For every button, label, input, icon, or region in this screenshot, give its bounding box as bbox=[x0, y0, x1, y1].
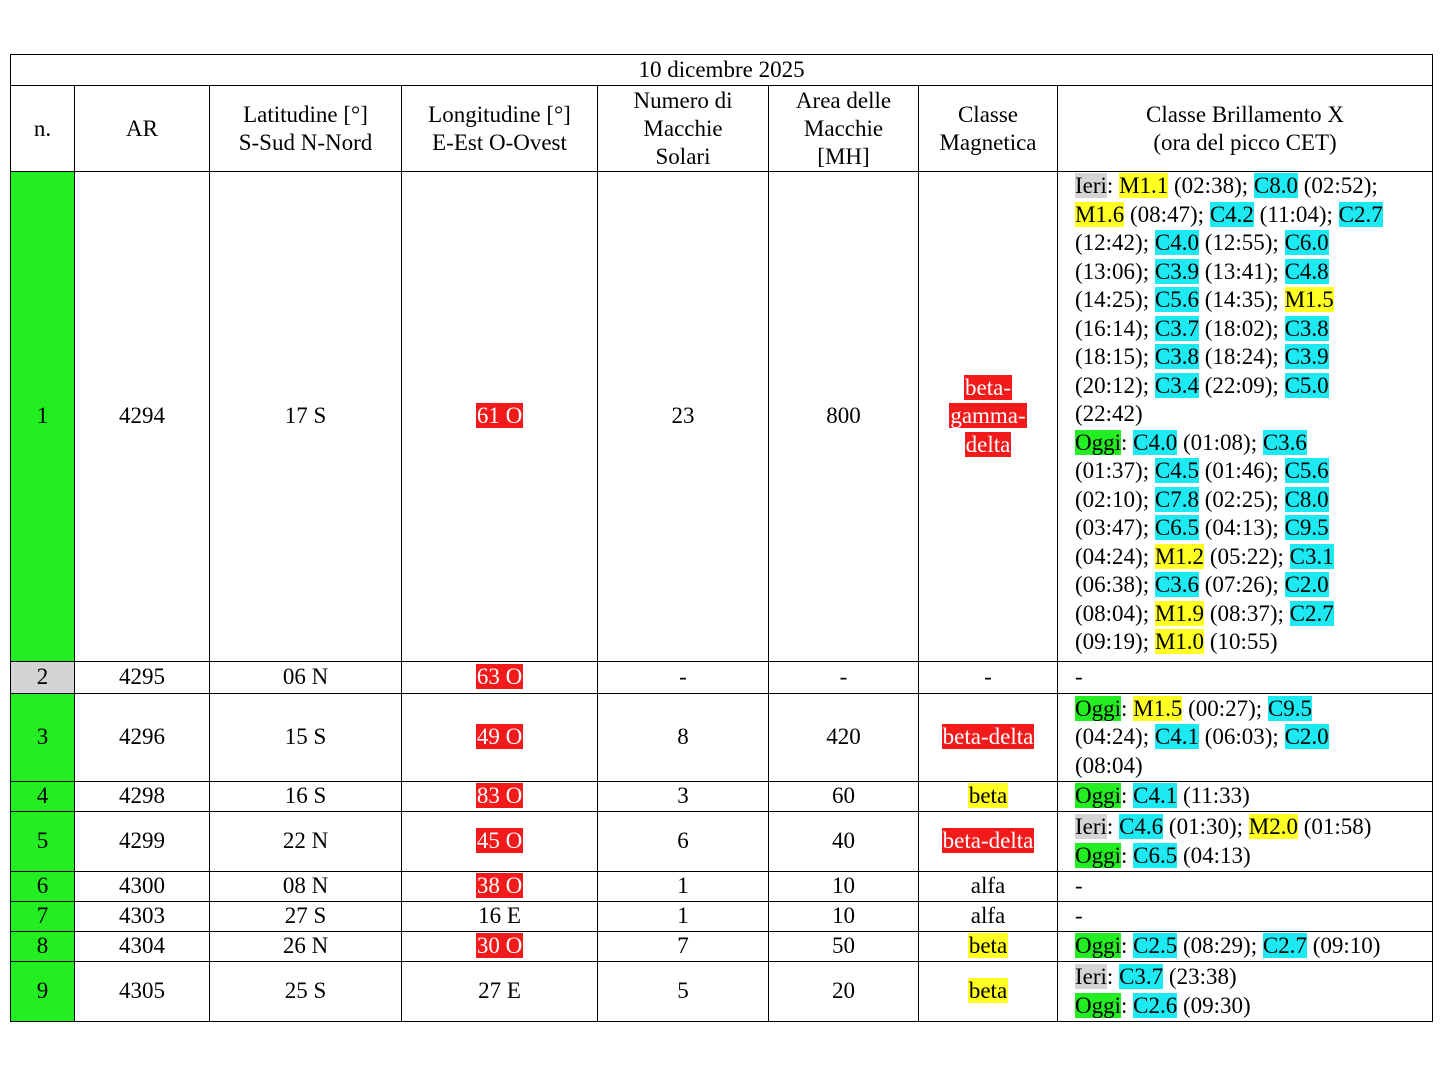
longitude-value: 30 O bbox=[476, 933, 523, 959]
flare-time: - bbox=[1075, 903, 1083, 929]
flare-class: C3.9 bbox=[1284, 344, 1329, 369]
flare-list bbox=[1058, 172, 1433, 662]
flare-list bbox=[1058, 932, 1433, 962]
magnetic-class-value: beta bbox=[968, 978, 1008, 1004]
sunspot-area: 40 bbox=[769, 812, 919, 872]
flare-time: (01:46); bbox=[1198, 458, 1285, 483]
flare-time: (05:22); bbox=[1204, 543, 1290, 569]
flare-time: : bbox=[1106, 964, 1120, 989]
day-label: Ieri bbox=[1075, 173, 1107, 198]
longitude-value: 61 O bbox=[476, 403, 523, 429]
flare-time: (01:37); bbox=[1075, 458, 1155, 483]
flare-line bbox=[1075, 872, 1428, 901]
magnetic-class-value: delta bbox=[965, 431, 1011, 457]
flare-time: - bbox=[1075, 664, 1083, 690]
header-longitude: Longitudine [°] E-Est O-Ovest bbox=[402, 86, 598, 172]
sunspot-area: 800 bbox=[769, 172, 919, 662]
flare-class: C6.5 bbox=[1154, 515, 1199, 540]
magnetic-class bbox=[919, 782, 1058, 812]
magnetic-class-value: beta-delta bbox=[942, 724, 1034, 750]
header-sunspot-count: Numero di Macchie Solari bbox=[598, 86, 769, 172]
latitude: 25 S bbox=[210, 962, 402, 1022]
sunspot-area: 60 bbox=[769, 782, 919, 812]
flare-time: (01:08); bbox=[1177, 429, 1263, 455]
flare-class: C4.5 bbox=[1154, 458, 1199, 483]
flare-time: (03:47); bbox=[1075, 515, 1155, 540]
flare-time: : bbox=[1106, 814, 1120, 839]
flare-time: (02:52); bbox=[1297, 173, 1378, 198]
flare-class: C5.0 bbox=[1284, 372, 1329, 398]
flare-time: (13:41); bbox=[1198, 258, 1285, 284]
flare-time: (12:55); bbox=[1198, 230, 1285, 255]
active-region-id: 4298 bbox=[75, 782, 210, 812]
flare-line bbox=[1075, 782, 1428, 811]
flare-line bbox=[1075, 902, 1428, 931]
latitude: 17 S bbox=[210, 172, 402, 662]
flare-line bbox=[1075, 628, 1428, 657]
table-row bbox=[11, 172, 1433, 662]
flare-time: (08:47); bbox=[1124, 201, 1210, 227]
flare-class: C3.8 bbox=[1154, 344, 1199, 369]
header-latitude: Latitudine [°] S-Sud N-Nord bbox=[210, 86, 402, 172]
flare-list bbox=[1058, 902, 1433, 932]
flare-class: M1.2 bbox=[1154, 543, 1205, 569]
table-row bbox=[11, 782, 1433, 812]
magnetic-class-value: beta-delta bbox=[942, 828, 1034, 854]
flare-line bbox=[1075, 723, 1428, 752]
flare-class: C9.5 bbox=[1267, 695, 1313, 721]
flare-time: (11:33) bbox=[1177, 783, 1250, 809]
flare-line bbox=[1075, 600, 1428, 629]
flare-class: C3.1 bbox=[1289, 543, 1334, 569]
flare-class: C2.7 bbox=[1262, 933, 1307, 959]
flare-time: (02:10); bbox=[1075, 486, 1155, 512]
flare-class: C6.0 bbox=[1284, 230, 1329, 255]
flare-list bbox=[1058, 662, 1433, 694]
flare-time: : bbox=[1121, 429, 1134, 455]
flare-time: - bbox=[1075, 873, 1083, 899]
flare-class: C3.6 bbox=[1154, 572, 1199, 597]
flare-class: C8.0 bbox=[1284, 486, 1329, 512]
latitude: 08 N bbox=[210, 872, 402, 902]
table-body bbox=[11, 172, 1433, 1022]
sunspot-area: 10 bbox=[769, 872, 919, 902]
flare-time: (01:30); bbox=[1163, 814, 1249, 839]
day-label: Oggi bbox=[1075, 842, 1121, 868]
flare-class: C6.5 bbox=[1133, 842, 1178, 868]
flare-line bbox=[1075, 663, 1428, 692]
magnetic-class-value: gamma- bbox=[950, 403, 1026, 429]
flare-time: : bbox=[1121, 842, 1134, 868]
flare-time: (23:38) bbox=[1163, 964, 1237, 989]
flare-time: (22:42) bbox=[1075, 401, 1143, 426]
magnetic-class bbox=[919, 172, 1058, 662]
flare-class: C4.0 bbox=[1154, 230, 1199, 255]
active-region-id: 4295 bbox=[75, 662, 210, 694]
flare-time: (08:04); bbox=[1075, 600, 1155, 626]
flare-time: (18:24); bbox=[1198, 344, 1285, 369]
flare-line bbox=[1075, 695, 1428, 724]
row-number: 9 bbox=[11, 962, 75, 1022]
longitude-value: 49 O bbox=[476, 724, 523, 750]
flare-time: (08:37); bbox=[1204, 600, 1290, 626]
report-date-title: 10 dicembre 2025 bbox=[11, 55, 1433, 86]
flare-time: (16:14); bbox=[1075, 315, 1155, 341]
sunspot-count: - bbox=[598, 662, 769, 694]
row-number: 7 bbox=[11, 902, 75, 932]
sunspot-count: 23 bbox=[598, 172, 769, 662]
longitude-value: 45 O bbox=[476, 828, 523, 854]
row-number: 4 bbox=[11, 782, 75, 812]
magnetic-class-value: alfa bbox=[970, 903, 1006, 929]
longitude bbox=[402, 172, 598, 662]
table-row bbox=[11, 962, 1433, 1022]
day-label: Oggi bbox=[1075, 992, 1121, 1018]
longitude bbox=[402, 694, 598, 782]
longitude bbox=[402, 812, 598, 872]
sunspot-count: 7 bbox=[598, 932, 769, 962]
flare-time: (14:35); bbox=[1198, 287, 1285, 312]
flare-class: C5.6 bbox=[1154, 287, 1199, 312]
flare-line bbox=[1075, 571, 1428, 600]
header-sunspot-area: Area delle Macchie [MH] bbox=[769, 86, 919, 172]
flare-time: (22:09); bbox=[1198, 372, 1285, 398]
table-row bbox=[11, 694, 1433, 782]
flare-class: C2.7 bbox=[1289, 600, 1334, 626]
flare-class: C8.0 bbox=[1253, 173, 1298, 198]
flare-time: (13:06); bbox=[1075, 258, 1155, 284]
flare-time: (08:04) bbox=[1075, 752, 1143, 778]
sunspot-area: 420 bbox=[769, 694, 919, 782]
longitude-value: 63 O bbox=[476, 664, 523, 690]
flare-class: C4.6 bbox=[1119, 814, 1164, 839]
flare-line bbox=[1075, 842, 1428, 871]
flare-time: (18:15); bbox=[1075, 344, 1155, 369]
flare-class: C3.4 bbox=[1154, 372, 1199, 398]
table-row bbox=[11, 662, 1433, 694]
header-flares: Classe Brillamento X (ora del picco CET) bbox=[1058, 86, 1433, 172]
magnetic-class bbox=[919, 662, 1058, 694]
flare-class: C4.0 bbox=[1133, 429, 1178, 455]
magnetic-class-value: beta- bbox=[965, 374, 1011, 400]
sunspot-count: 6 bbox=[598, 812, 769, 872]
magnetic-class-value: - bbox=[984, 664, 992, 690]
flare-list bbox=[1058, 962, 1433, 1022]
flare-class: C4.2 bbox=[1209, 201, 1254, 227]
flare-class: C4.8 bbox=[1284, 258, 1329, 284]
flare-class: M1.1 bbox=[1119, 173, 1169, 198]
flare-time: (04:24); bbox=[1075, 543, 1155, 569]
flare-line bbox=[1075, 486, 1428, 515]
magnetic-class bbox=[919, 812, 1058, 872]
flare-class: C5.6 bbox=[1284, 458, 1329, 483]
flare-class: C3.8 bbox=[1284, 315, 1329, 341]
longitude bbox=[402, 962, 598, 1022]
table-row bbox=[11, 932, 1433, 962]
longitude-value: 27 E bbox=[478, 978, 521, 1004]
active-region-id: 4300 bbox=[75, 872, 210, 902]
flare-class: C2.0 bbox=[1284, 572, 1329, 597]
flare-class: M1.0 bbox=[1154, 629, 1205, 654]
flare-class: C2.6 bbox=[1133, 992, 1178, 1018]
latitude: 22 N bbox=[210, 812, 402, 872]
flare-line bbox=[1075, 514, 1428, 543]
active-region-id: 4303 bbox=[75, 902, 210, 932]
sunspot-count: 8 bbox=[598, 694, 769, 782]
flare-class: C2.7 bbox=[1338, 201, 1383, 227]
flare-class: M1.5 bbox=[1284, 287, 1334, 312]
day-label: Oggi bbox=[1075, 429, 1121, 455]
magnetic-class bbox=[919, 902, 1058, 932]
latitude: 26 N bbox=[210, 932, 402, 962]
flare-time: (20:12); bbox=[1075, 372, 1155, 398]
flare-time: (01:58) bbox=[1297, 814, 1372, 839]
flare-line bbox=[1075, 400, 1428, 429]
table-row bbox=[11, 812, 1433, 872]
flare-list bbox=[1058, 694, 1433, 782]
longitude bbox=[402, 932, 598, 962]
magnetic-class bbox=[919, 932, 1058, 962]
day-label: Ieri bbox=[1075, 814, 1107, 839]
day-label: Oggi bbox=[1075, 783, 1121, 809]
longitude-value: 83 O bbox=[476, 783, 523, 809]
day-label: Ieri bbox=[1075, 964, 1107, 989]
flare-line bbox=[1075, 992, 1428, 1021]
flare-time: (09:19); bbox=[1075, 629, 1155, 654]
sunspot-report bbox=[10, 54, 1432, 1022]
flare-time: (04:13); bbox=[1198, 515, 1285, 540]
flare-line bbox=[1075, 429, 1428, 458]
flare-class: C2.5 bbox=[1133, 933, 1178, 959]
active-region-id: 4299 bbox=[75, 812, 210, 872]
flare-list bbox=[1058, 812, 1433, 872]
longitude bbox=[402, 782, 598, 812]
flare-time: (06:03); bbox=[1198, 724, 1285, 750]
header-n: n. bbox=[11, 86, 75, 172]
flare-line bbox=[1075, 963, 1428, 992]
sunspot-area: 50 bbox=[769, 932, 919, 962]
row-number: 3 bbox=[11, 694, 75, 782]
active-region-id: 4294 bbox=[75, 172, 210, 662]
flare-line bbox=[1075, 543, 1428, 572]
flare-class: C4.1 bbox=[1133, 783, 1178, 809]
flare-time: (00:27); bbox=[1182, 695, 1268, 721]
latitude: 15 S bbox=[210, 694, 402, 782]
flare-class: M1.6 bbox=[1075, 201, 1125, 227]
header-row bbox=[11, 86, 1433, 172]
flare-time: (02:25); bbox=[1198, 486, 1285, 512]
sunspot-count: 5 bbox=[598, 962, 769, 1022]
flare-line bbox=[1075, 372, 1428, 401]
longitude-value: 16 E bbox=[478, 903, 521, 929]
flare-time: (10:55) bbox=[1204, 629, 1278, 654]
flare-time: : bbox=[1121, 933, 1134, 959]
flare-class: M2.0 bbox=[1248, 814, 1298, 839]
magnetic-class-value: alfa bbox=[970, 873, 1006, 899]
row-number: 5 bbox=[11, 812, 75, 872]
sunspot-count: 1 bbox=[598, 902, 769, 932]
sunspot-count: 3 bbox=[598, 782, 769, 812]
header-magnetic-class: Classe Magnetica bbox=[919, 86, 1058, 172]
flare-class: C9.5 bbox=[1284, 515, 1329, 540]
flare-line bbox=[1075, 172, 1428, 201]
sunspot-area: - bbox=[769, 662, 919, 694]
flare-time: (04:13) bbox=[1177, 842, 1251, 868]
flare-line bbox=[1075, 813, 1428, 842]
latitude: 27 S bbox=[210, 902, 402, 932]
flare-time: (06:38); bbox=[1075, 572, 1155, 597]
flare-list bbox=[1058, 782, 1433, 812]
sunspot-area: 10 bbox=[769, 902, 919, 932]
active-region-id: 4296 bbox=[75, 694, 210, 782]
flare-line bbox=[1075, 258, 1428, 287]
flare-line bbox=[1075, 315, 1428, 344]
flare-time: (07:26); bbox=[1198, 572, 1285, 597]
flare-time: (09:10) bbox=[1306, 933, 1381, 959]
header-ar: AR bbox=[75, 86, 210, 172]
flare-class: C7.8 bbox=[1154, 486, 1199, 512]
flare-class: C4.1 bbox=[1154, 724, 1199, 750]
flare-time: (02:38); bbox=[1168, 173, 1254, 198]
row-number: 6 bbox=[11, 872, 75, 902]
active-region-id: 4304 bbox=[75, 932, 210, 962]
flare-time: : bbox=[1121, 695, 1134, 721]
flare-time: (18:02); bbox=[1198, 315, 1285, 341]
flare-line bbox=[1075, 201, 1428, 230]
sunspot-count: 1 bbox=[598, 872, 769, 902]
flare-class: M1.9 bbox=[1154, 600, 1205, 626]
active-region-id: 4305 bbox=[75, 962, 210, 1022]
row-number: 1 bbox=[11, 172, 75, 662]
latitude: 06 N bbox=[210, 662, 402, 694]
magnetic-class bbox=[919, 872, 1058, 902]
flare-class: C3.6 bbox=[1262, 429, 1307, 455]
table-row bbox=[11, 902, 1433, 932]
flare-time: (11:04); bbox=[1253, 201, 1339, 227]
flare-line bbox=[1075, 752, 1428, 781]
flare-line bbox=[1075, 229, 1428, 258]
flare-time: : bbox=[1106, 173, 1120, 198]
magnetic-class-value: beta bbox=[968, 933, 1008, 959]
day-label: Oggi bbox=[1075, 695, 1121, 721]
active-regions-table bbox=[10, 54, 1433, 1022]
flare-list bbox=[1058, 872, 1433, 902]
longitude-value: 38 O bbox=[476, 873, 523, 899]
flare-time: (09:30) bbox=[1177, 992, 1251, 1018]
flare-line bbox=[1075, 286, 1428, 315]
flare-time: (14:25); bbox=[1075, 287, 1155, 312]
flare-class: C3.7 bbox=[1119, 964, 1164, 989]
magnetic-class-value: beta bbox=[968, 783, 1008, 809]
flare-time: (04:24); bbox=[1075, 724, 1155, 750]
longitude bbox=[402, 872, 598, 902]
flare-line bbox=[1075, 343, 1428, 372]
row-number: 2 bbox=[11, 662, 75, 694]
longitude bbox=[402, 662, 598, 694]
magnetic-class bbox=[919, 962, 1058, 1022]
magnetic-class bbox=[919, 694, 1058, 782]
flare-time: (12:42); bbox=[1075, 230, 1155, 255]
row-number: 8 bbox=[11, 932, 75, 962]
flare-class: M1.5 bbox=[1133, 695, 1183, 721]
flare-class: C2.0 bbox=[1284, 724, 1329, 750]
day-label: Oggi bbox=[1075, 933, 1121, 959]
flare-line bbox=[1075, 932, 1428, 961]
flare-time: : bbox=[1121, 783, 1134, 809]
table-row bbox=[11, 872, 1433, 902]
longitude bbox=[402, 902, 598, 932]
flare-time: : bbox=[1121, 992, 1134, 1018]
flare-line bbox=[1075, 457, 1428, 486]
flare-time: (08:29); bbox=[1177, 933, 1263, 959]
flare-class: C3.9 bbox=[1154, 258, 1199, 284]
flare-class: C3.7 bbox=[1154, 315, 1199, 341]
sunspot-area: 20 bbox=[769, 962, 919, 1022]
latitude: 16 S bbox=[210, 782, 402, 812]
